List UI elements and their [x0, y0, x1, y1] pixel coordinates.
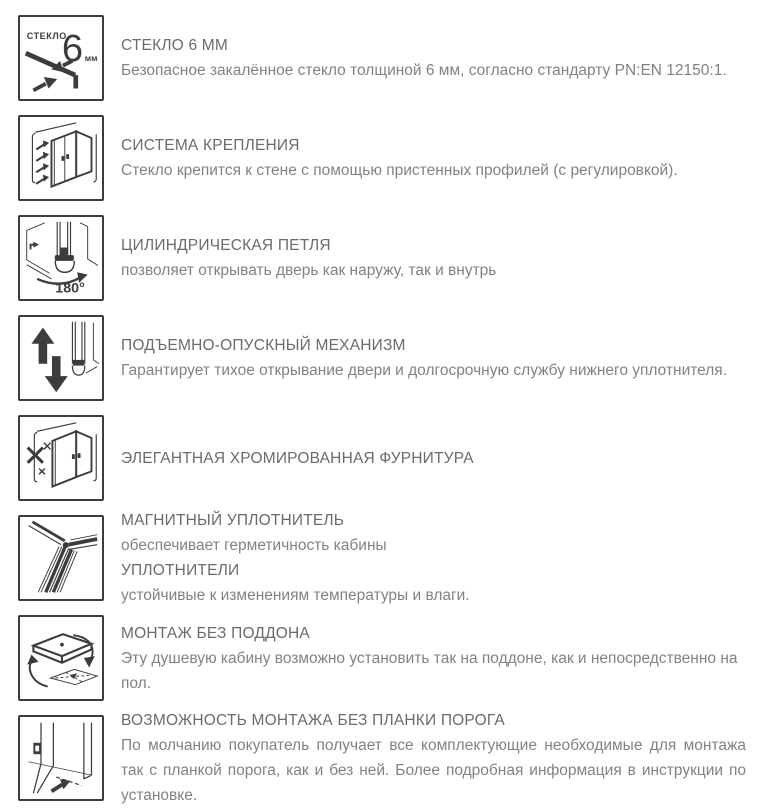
- feature-row-glass: [18, 8, 746, 108]
- feature-text: обеспечивает герметичность кабины: [121, 537, 387, 554]
- feature-text: Стекло крепится к стене с помощью пристенных профилей (с регулировкой).: [121, 162, 678, 179]
- glass-size: 6: [61, 27, 84, 70]
- feature-row-lift-mechanism: [18, 308, 746, 408]
- feature-title: ВОЗМОЖНОСТЬ МОНТАЖА БЕЗ ПЛАНКИ ПОРОГА: [121, 712, 505, 729]
- glass-unit: мм: [84, 52, 98, 63]
- feature-text: Гарантирует тихое открывание двери и долгосрочную службу нижнего уплотнителя.: [121, 362, 727, 379]
- feature-row-chrome-hardware: [18, 408, 746, 508]
- feature-title: СИСТЕМА КРЕПЛЕНИЯ: [121, 137, 300, 154]
- feature-title: ЭЛЕГАНТНАЯ ХРОМИРОВАННАЯ ФУРНИТУРА: [121, 449, 474, 467]
- feature-text: позволяет открывать дверь как наружу, так и внутрь: [121, 262, 497, 279]
- cylindrical-hinge-icon: [18, 215, 104, 301]
- feature-title: МАГНИТНЫЙ УПЛОТНИТЕЛЬ: [121, 512, 345, 529]
- wall-mounting-icon: [18, 115, 104, 201]
- feature-row-no-tray: [18, 608, 746, 708]
- no-threshold-strip-icon: [18, 715, 104, 801]
- glass-label: СТЕКЛО: [26, 30, 67, 41]
- feature-title: МОНТАЖ БЕЗ ПОДДОНА: [121, 624, 310, 642]
- feature-text-secondary: устойчивые к изменениям температуры и влаги.: [121, 587, 470, 604]
- magnetic-seal-icon: [18, 515, 104, 601]
- hinge-angle-label: 180°: [55, 280, 85, 297]
- feature-title: ПОДЪЕМНО-ОПУСКНЫЙ МЕХАНИЗМ: [121, 337, 406, 354]
- no-tray-installation-icon: [18, 615, 104, 701]
- glass-thickness-icon: [18, 15, 104, 101]
- feature-row-mounting: [18, 108, 746, 208]
- feature-row-no-threshold: [18, 708, 746, 808]
- feature-row-magnetic-seal: [18, 508, 746, 608]
- chrome-hardware-icon: [18, 415, 104, 501]
- feature-title: ЦИЛИНДРИЧЕСКАЯ ПЕТЛЯ: [121, 237, 331, 254]
- feature-text: Эту душевую кабину возможно установить так на поддоне, как и непосредственно на пол.: [121, 649, 738, 692]
- feature-text: По молчанию покупатель получает все комплектующие необходимые для монтажа так с планкой порога, как и без ней. Более подробная информация в инструкции по установке.: [121, 737, 746, 804]
- feature-row-hinge: [18, 208, 746, 308]
- lift-lower-mechanism-icon: [18, 315, 104, 401]
- feature-text: Безопасное закалённое стекло толщиной 6 мм, согласно стандарту PN:EN 12150:1.: [121, 62, 727, 79]
- feature-title-secondary: УПЛОТНИТЕЛИ: [121, 562, 240, 579]
- feature-title: СТЕКЛО 6 ММ: [121, 37, 228, 54]
